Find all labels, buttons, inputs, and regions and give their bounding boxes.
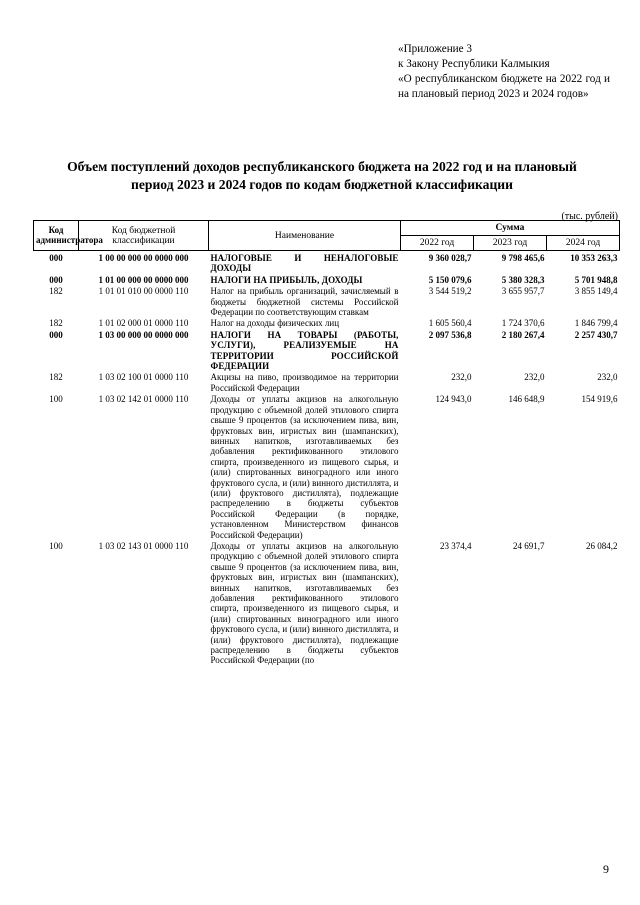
document-title: Объем поступлений доходов республиканского бюджета на 2022 год и на плановый период 2023 и 2024 годов по кодам бюджетной классификации (67, 159, 577, 192)
row-name: НАЛОГОВЫЕ И НЕНАЛОГОВЫЕ ДОХОДЫ (210, 253, 399, 274)
page-number: 9 (603, 862, 609, 876)
row-amount-2023: 24 691,7 (513, 540, 545, 551)
row-admin-code: 182 (49, 286, 63, 297)
row-amount-2022: 124 943,0 (435, 394, 472, 405)
row-amount-2023: 9 798 465,6 (501, 253, 545, 263)
row-amount-2024: 2 257 430,7 (574, 329, 618, 340)
row-amount-2024: 26 084,2 (586, 540, 618, 551)
appendix-note (398, 42, 610, 102)
row-admin-code: 000 (49, 274, 63, 285)
row-name: Акцизы на пиво, производимое на территории Российской Федерации (210, 372, 399, 393)
table-row (34, 330, 620, 373)
units-label: (тыс. рублей) (561, 211, 618, 222)
header-name: Наименование (209, 221, 401, 251)
row-name: Доходы от уплаты акцизов на алкогольную продукцию с объемной долей этилового спирта свыше 9 процентов (за исключением пива, вин, фруктовых вин, игристых вин (шампанских), винных напитков, изготавливаемых без добавления ректификованного этилового спирта, произведенного из пищевого сырья, и (или) спиртованных виноградного или иного фруктового сусла, и (или) винного дистиллята, и (или) фруктового дистиллята), подлежащие распределению в бюджеты субъектов Российской Федерации (по (210, 540, 399, 666)
row-budget-code: 1 03 02 100 01 0000 110 (98, 372, 189, 383)
row-budget-code: 1 03 00 000 00 0000 000 (98, 329, 189, 340)
row-name: Налог на прибыль организаций, зачисляемый в бюджеты бюджетной системы Российской Федерации по соответствующим ставкам (210, 286, 399, 318)
row-budget-code: 1 01 02 000 01 0000 110 (98, 318, 189, 329)
header-year-2024: 2024 год (547, 236, 620, 251)
row-budget-code: 1 03 02 143 01 0000 110 (98, 540, 189, 551)
table-row (34, 251, 620, 275)
row-amount-2022: 9 360 028,7 (428, 253, 472, 263)
row-amount-2024: 232,0 (597, 372, 618, 383)
row-budget-code: 1 01 01 010 00 0000 110 (98, 286, 189, 297)
row-amount-2023: 3 655 957,7 (501, 286, 545, 297)
table-row (34, 372, 620, 394)
row-amount-2024: 3 855 149,4 (574, 286, 618, 297)
header-year-2022: 2022 год (401, 236, 474, 251)
row-budget-code: 1 03 02 142 01 0000 110 (98, 394, 189, 405)
header-sum: Сумма (401, 221, 620, 236)
row-admin-code: 000 (49, 329, 63, 340)
header-year-2023: 2023 год (474, 236, 547, 251)
row-amount-2023: 5 380 328,3 (501, 274, 545, 285)
header-admin-code: Код администратора (34, 221, 79, 251)
appendix-line-3: «О республиканском бюджете на 2022 год и на плановый период 2023 и 2024 годов» (398, 73, 610, 100)
header-budget-code: Код бюджетной классификации (79, 221, 209, 251)
row-admin-code: 182 (49, 372, 63, 383)
row-amount-2023: 232,0 (524, 372, 545, 383)
row-name: НАЛОГИ НА ПРИБЫЛЬ, ДОХОДЫ (210, 274, 363, 285)
table-row (34, 394, 620, 541)
row-admin-code: 100 (49, 540, 63, 551)
row-name: Налог на доходы физических лиц (210, 318, 340, 329)
table-row (34, 286, 620, 318)
row-budget-code: 1 01 00 000 00 0000 000 (98, 274, 189, 285)
row-amount-2022: 3 544 519,2 (428, 286, 472, 297)
row-amount-2023: 2 180 267,4 (501, 329, 545, 340)
row-name: НАЛОГИ НА ТОВАРЫ (РАБОТЫ, УСЛУГИ), РЕАЛИЗУЕМЫЕ НА ТЕРРИТОРИИ РОССИЙСКОЙ ФЕДЕРАЦИИ (210, 329, 399, 372)
row-amount-2023: 146 648,9 (508, 394, 545, 405)
table-row (34, 318, 620, 329)
appendix-line-2: к Закону Республики Калмыкия (398, 58, 550, 70)
row-amount-2023: 1 724 370,6 (501, 318, 545, 329)
revenue-table (33, 220, 620, 667)
row-admin-code: 000 (49, 253, 63, 263)
row-amount-2024: 5 701 948,8 (574, 274, 618, 285)
row-budget-code: 1 00 00 000 00 0000 000 (98, 253, 189, 263)
row-amount-2024: 10 353 263,3 (570, 253, 618, 263)
table-row (34, 541, 620, 667)
row-amount-2022: 23 374,4 (440, 540, 472, 551)
row-amount-2022: 232,0 (451, 372, 472, 383)
row-amount-2024: 1 846 799,4 (574, 318, 618, 329)
row-admin-code: 100 (49, 394, 63, 405)
row-amount-2022: 1 605 560,4 (428, 318, 472, 329)
row-name: Доходы от уплаты акцизов на алкогольную продукцию с объемной долей этилового спирта свыше 9 процентов (за исключением пива, вин, фруктовых вин, игристых вин (шампанских), винных напитков, изготавливаемых без добавления ректификованного этилового спирта, произведенного из пищевого сырья, и (или) спиртованных виноградного или иного фруктового сусла, и (или) винного дистиллята, и (или) фруктового дистиллята), подлежащие распределению в бюджеты субъектов Российской Федерации (в порядке, установленном Министерством финансов Российской Федерации) (210, 394, 399, 540)
table-row (34, 275, 620, 286)
row-admin-code: 182 (49, 318, 63, 329)
row-amount-2024: 154 919,6 (581, 394, 618, 405)
row-amount-2022: 2 097 536,8 (428, 329, 472, 340)
row-amount-2022: 5 150 079,6 (428, 274, 472, 285)
appendix-line-1: «Приложение 3 (398, 43, 473, 55)
